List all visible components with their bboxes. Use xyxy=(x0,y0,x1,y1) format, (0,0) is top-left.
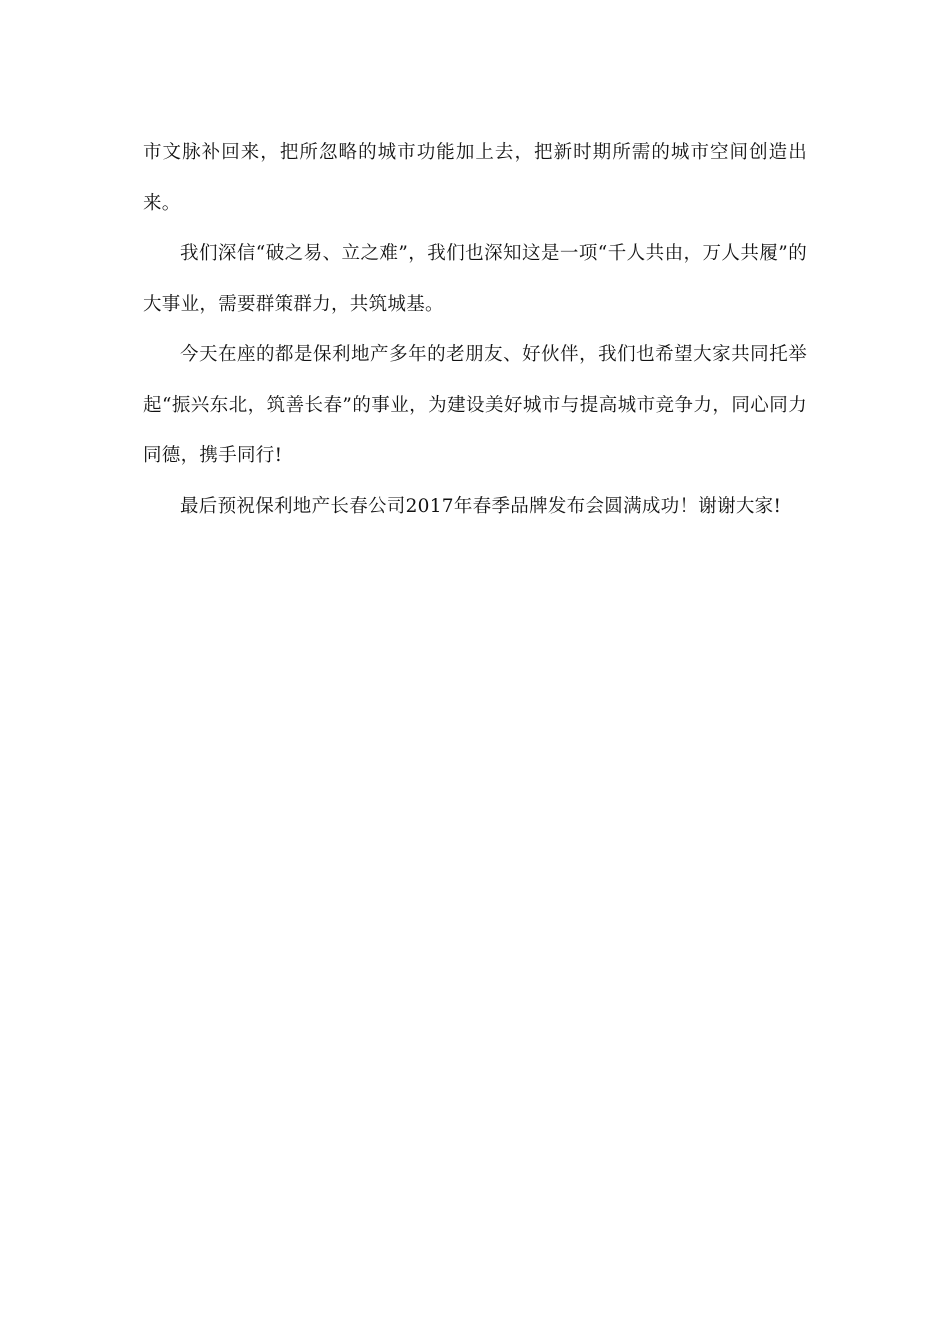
paragraph-partners: 今天在座的都是保利地产多年的老朋友、好伙伴，我们也希望大家共同托举起“振兴东北，筑善长春”的事业，为建设美好城市与提高城市竞争力，同心同力同德，携手同行! xyxy=(143,344,807,466)
paragraph-belief: 我们深信“破之易、立之难”，我们也深知这是一项“千人共由，万人共履”的大事业，需要群策群力，共筑城基。 xyxy=(143,243,807,315)
speech-text-body xyxy=(143,128,807,532)
paragraph-continuation: 市文脉补回来，把所忽略的城市功能加上去，把新时期所需的城市空间创造出来。 xyxy=(143,142,807,214)
paragraph-closing-wishes: 最后预祝保利地产长春公司2017年春季品牌发布会圆满成功！谢谢大家! xyxy=(180,495,782,517)
